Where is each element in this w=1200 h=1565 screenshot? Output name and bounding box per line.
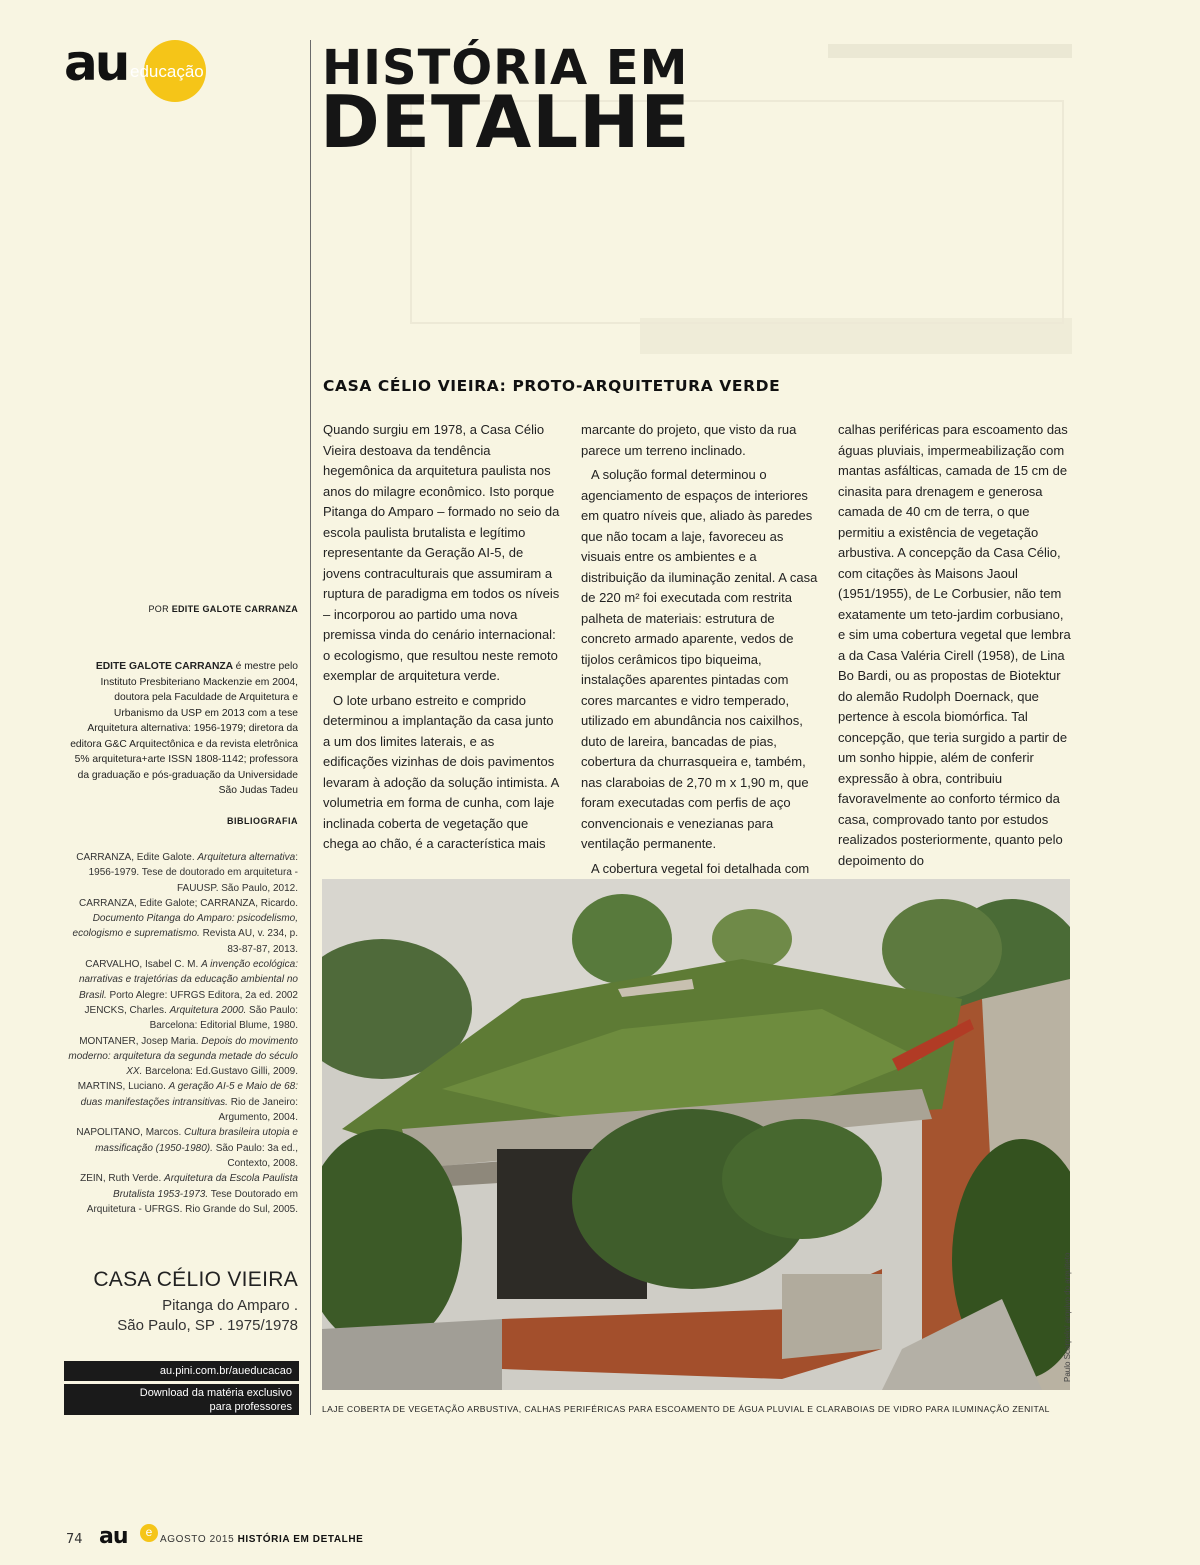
article-column-1	[323, 420, 561, 859]
download-line: Download da matéria exclusivo	[139, 1387, 292, 1399]
bibliography-entry: CARRANZA, Edite Galote; CARRANZA, Ricardo. Documento Pitanga do Amparo: psicodelismo, ecologismo e suprematismo. Revista AU, v. 234, p. 83-87-87, 2013.	[72, 897, 298, 955]
paragraph: calhas periféricas para escoamento das águas pluviais, impermeabilização com mantas asfálticas, camada de 15 cm de cinasita para drenagem e generosa camada de 40 cm de terra, o que permitiu a existência de vegetação arbustiva. A concepção da Casa Célio, com citações às Maisons Jaoul (1951/1955), de Le Corbusier, não tem exatamente um teto-jardim corbusiano, e sim uma cobertura vegetal que lembra a da Casa Valéria Cirell (1958), de Lina Bo Bardi, ou as propostas de Biotektur do alemão Rudolph Doernack, que pertence à escola biomórfica. Tal concepção, que teria surgido a partir de um sonho hippie, além de conferir expressão à obra, contribuiu favoravelmente ao conforto térmico da casa, comprovado tanto por estudos realizados posteriormente, quanto pelo depoimento do	[838, 422, 1071, 868]
page-title-line2: DETALHE	[320, 80, 691, 164]
column-divider	[310, 40, 311, 1415]
bibliography-heading: BIBLIOGRAFIA	[227, 816, 298, 826]
au-educacao-logo	[64, 34, 214, 104]
paragraph: Quando surgiu em 1978, a Casa Célio Vieira destoava da tendência hegemônica da arquitetura paulista nos anos do milagre econômico. Isto porque Pitanga do Amparo – formado no seio da escola paulista brutalista e legítimo representante da Geração AI-5, de jovens contraculturais que assumiram a ruptura de paradigma em todos os níveis – incorporou ao partido uma nova premissa vinda do cenário internacional: o ecologismo, que resultou neste remoto exemplar de arquitetura verde.	[323, 422, 560, 683]
bio-text: é mestre pelo Instituto Presbiteriano Mackenzie em 2004, doutora pela Faculdade de Arquitetura e Urbanismo da USP em 2013 com a tese Arquitetura alternativa: 1956-1979; diretora da editora G&C Arquitectônica e da revista eletrônica 5% arquitetura+arte ISSN 1808-1142; professora da graduação e pós-graduação da Universidade São Judas Tadeu	[70, 661, 298, 796]
paragraph: A cobertura vegetal foi detalhada com	[591, 860, 810, 876]
footer-logo: au	[99, 1524, 128, 1549]
footer-logo-e: e	[140, 1524, 158, 1542]
photo-credit: Paulo Scarpelo/ arquivo do arquiteto	[1063, 1252, 1072, 1382]
photo-caption: LAJE COBERTA DE VEGETAÇÃO ARBUSTIVA, CALHAS PERIFÉRICAS PARA ESCOAMENTO DE ÁGUA PLUVIAL E CLARABOIAS DE VIDRO PARA ILUMINAÇÃO ZENITAL	[322, 1404, 1050, 1414]
bibliography-entry: CARVALHO, Isabel C. M. A invenção ecológica: narrativas e trajetórias da educação ambiental no Brasil. Porto Alegre: UFRGS Editora, 2a ed. 2002	[78, 959, 298, 1001]
house-location-line: São Paulo, SP . 1975/1978	[117, 1317, 298, 1334]
footer-section: HISTÓRIA EM DETALHE	[237, 1534, 364, 1545]
logo-section-text: educação	[130, 62, 204, 81]
bibliography-entry: NAPOLITANO, Marcos. Cultura brasileira utopia e massificação (1950-1980). São Paulo: 3a ed., Contexto, 2008.	[76, 1127, 298, 1169]
bibliography-entry: ZEIN, Ruth Verde. Arquitetura da Escola Paulista Brutalista 1953-1973. Tese Doutorado em Arquitetura - UFRGS. Rio Grande do Sul, 2005.	[80, 1173, 298, 1215]
house-location-line: Pitanga do Amparo .	[162, 1297, 298, 1314]
page-title-line1: HISTÓRIA EM	[322, 40, 689, 96]
house-photo	[322, 879, 1070, 1390]
download-line: para professores	[209, 1401, 292, 1413]
bio-name: EDITE GALOTE CARRANZA	[95, 661, 236, 672]
footer-date: AGOSTO 2015	[160, 1534, 238, 1545]
paragraph: A solução formal determinou o agenciamento de espaços de interiores em quatro níveis que, aliado às paredes que não tocam a laje, favoreceu as visuais entre os ambientes e a distribuição da iluminação zenital. A casa de 220 m² foi executada com restrita palheta de materiais: estrutura de concreto armado aparente, vedos de tijolos cerâmicos tipo biqueima, instalações aparentes pintadas com cores marcantes e vidro temperado, utilizado em abundância nos caixilhos, duto de lareira, bancadas de pias, cobertura da churrasqueira e, também, nas claraboias de 2,70 m x 1,90 m, que foram executadas com perfis de aço convencionais e venezianas para ventilação permanente.	[581, 467, 818, 851]
bibliography-list	[64, 850, 298, 1217]
byline-prefix: POR	[148, 604, 172, 614]
footer-issue	[160, 1534, 363, 1545]
page-number: 74	[66, 1532, 83, 1547]
download-link[interactable]	[64, 1384, 299, 1415]
paragraph: O lote urbano estreito e comprido determinou a implantação da casa junto a um dos limites laterais, e as edificações vizinhas de dois pavimentos levaram à adoção da solução intimista. A volumetria em forma de cunha, com laje inclinada coberta de vegetação que chega ao chão, é a característica mais	[323, 692, 559, 851]
author-byline	[148, 604, 298, 614]
site-link[interactable]: au.pini.com.br/aueducacao	[64, 1361, 299, 1381]
bibliography-entry: JENCKS, Charles. Arquitetura 2000. São Paulo: Barcelona: Editorial Blume, 1980.	[84, 1004, 298, 1032]
article-heading: CASA CÉLIO VIEIRA: PROTO-ARQUITETURA VERDE	[323, 377, 781, 395]
article-column-2	[581, 420, 819, 883]
house-location	[117, 1296, 298, 1336]
article-column-3	[838, 420, 1074, 875]
bibliography-entry: CARRANZA, Edite Galote. Arquitetura alternativa: 1956-1979. Tese de doutorado em arquitetura - FAUUSP. São Paulo, 2012.	[76, 852, 298, 894]
paragraph: marcante do projeto, que visto da rua parece um terreno inclinado.	[581, 422, 797, 458]
byline-name: EDITE GALOTE CARRANZA	[171, 604, 298, 614]
house-name: CASA CÉLIO VIEIRA	[93, 1268, 298, 1291]
logo-au-text: au	[64, 34, 128, 92]
bleed-through	[828, 44, 1072, 58]
bibliography-entry: MONTANER, Josep Maria. Depois do movimento moderno: arquitetura da segunda metade do século XX. Barcelona: Ed.Gustavo Gilli, 2009.	[68, 1035, 298, 1078]
bibliography-entry: MARTINS, Luciano. A geração AI-5 e Maio de 68: duas manifestações intransitivas. Rio de Janeiro: Argumento, 2004.	[77, 1081, 298, 1124]
author-bio	[64, 659, 298, 799]
